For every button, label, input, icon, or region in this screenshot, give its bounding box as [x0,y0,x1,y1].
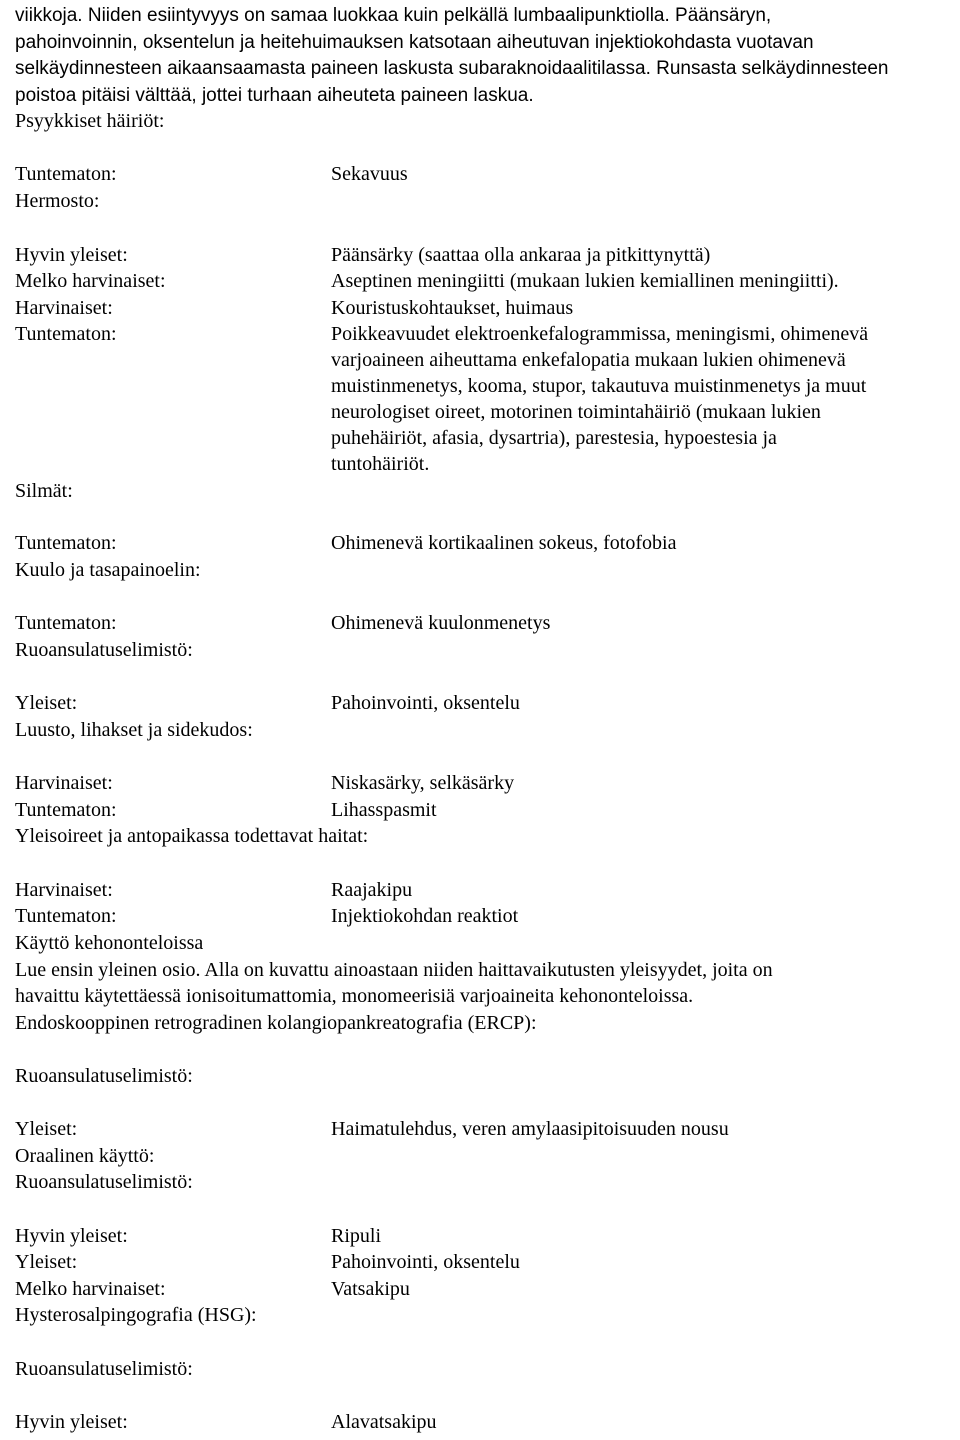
text-line: varjoaineen aiheuttama enkefalopatia mukaan lukien ohimenevä [331,349,846,371]
text-line: tuntohäiriöt. [331,453,430,475]
text-line: neurologiset oireet, motorinen toimintahäiriö (mukaan lukien [331,401,821,423]
frequency-label: Tuntematon: [15,612,117,634]
text-line: muistinmenetys, kooma, stupor, takautuva muistinmenetys ja muut [331,375,867,397]
section-heading-ercp: Endoskooppinen retrogradinen kolangiopankreatografia (ERCP): [15,1012,537,1034]
frequency-label: Harvinaiset: [15,297,113,319]
adverse-effect-text: Pahoinvointi, oksentelu [331,1251,520,1273]
adverse-effect-text: Vatsakipu [331,1278,410,1300]
section-heading-hermosto: Hermosto: [15,190,100,212]
frequency-label: Hyvin yleiset: [15,1225,128,1247]
frequency-label: Melko harvinaiset: [15,270,166,292]
body-text-line: Lue ensin yleinen osio. Alla on kuvattu ainoastaan niiden haittavaikutusten yleisyydet, joita on [15,959,773,981]
section-heading-ruoansulatus: Ruoansulatuselimistö: [15,639,193,661]
text-line: Poikkeavuudet elektroenkefalogrammissa, meningismi, ohimenevä [331,323,869,345]
frequency-label: Hyvin yleiset: [15,244,128,266]
adverse-effect-text: Alavatsakipu [331,1411,437,1433]
frequency-label: Yleiset: [15,1251,78,1273]
text-line: puhehäiriöt, afasia, dysartria), parestesia, hypoestesia ja [331,427,777,449]
section-heading-silmat: Silmät: [15,480,73,502]
section-heading-kuulo: Kuulo ja tasapainoelin: [15,559,201,581]
frequency-label: Tuntematon: [15,323,117,345]
frequency-label: Tuntematon: [15,799,117,821]
text-line: pahoinvoinnin, oksentelun ja heitehuimauksen katsotaan aiheutuvan injektiokohdasta vuotavan [15,31,814,53]
adverse-effect-text: Haimatulehdus, veren amylaasipitoisuuden nousu [331,1118,729,1140]
adverse-effect-text: Injektiokohdan reaktiot [331,905,519,927]
adverse-effect-text: Kouristuskohtaukset, huimaus [331,297,574,319]
frequency-label: Yleiset: [15,692,78,714]
frequency-label: Tuntematon: [15,905,117,927]
frequency-label: Tuntematon: [15,163,117,185]
adverse-effect-text: Sekavuus [331,163,408,185]
frequency-label: Tuntematon: [15,532,117,554]
text-line: selkäydinnesteen aikaansaamasta paineen laskusta subaraknoidaalitilassa. Runsasta selkäydinnesteen [15,58,889,79]
section-heading-kehonontelot: Käyttö kehononteloissa [15,932,204,954]
adverse-effect-text: Niskasärky, selkäsärky [331,772,515,794]
adverse-effect-text: Ohimenevä kortikaalinen sokeus, fotofobia [331,532,677,554]
frequency-label: Harvinaiset: [15,879,113,901]
adverse-effect-text: Lihasspasmit [331,799,437,821]
subsection-heading: Ruoansulatuselimistö: [15,1171,193,1193]
adverse-effect-text: Pahoinvointi, oksentelu [331,692,520,714]
adverse-effect-text: Päänsärky (saattaa olla ankaraa ja pitkittynyttä) [331,244,711,266]
frequency-label: Melko harvinaiset: [15,1278,166,1300]
frequency-label: Harvinaiset: [15,772,113,794]
section-heading-hsg: Hysterosalpingografia (HSG): [15,1304,257,1326]
adverse-effect-block [331,321,868,477]
section-heading-luusto: Luusto, lihakset ja sidekudos: [15,719,253,741]
frequency-label: Yleiset: [15,1118,78,1140]
body-text-line: havaittu käytettäessä ionisoitumattomia, monomeerisiä varjoaineita kehononteloissa. [15,985,694,1007]
adverse-effect-text: Raajakipu [331,879,413,901]
text-line: viikkoja. Niiden esiintyvyys on samaa luokkaa kuin pelkällä lumbaalipunktiolla. Päänsäryn, [15,5,772,26]
section-heading-oraalinen: Oraalinen käyttö: [15,1145,155,1167]
text-line: poistoa pitäisi välttää, jottei turhaan aiheuteta paineen laskua. [15,84,534,106]
adverse-effect-text: Ripuli [331,1225,382,1247]
adverse-effect-text: Ohimenevä kuulonmenetys [331,612,551,634]
section-heading-yleisoireet: Yleisoireet ja antopaikassa todettavat haitat: [15,825,369,847]
adverse-effect-text: Aseptinen meningiitti (mukaan lukien kemiallinen meningiitti). [331,270,839,292]
subsection-heading: Ruoansulatuselimistö: [15,1358,193,1380]
frequency-label: Hyvin yleiset: [15,1411,128,1433]
subsection-heading: Ruoansulatuselimistö: [15,1065,193,1087]
section-heading-psyykkiset: Psyykkiset häiriöt: [15,110,165,132]
intro-paragraph [15,3,955,109]
